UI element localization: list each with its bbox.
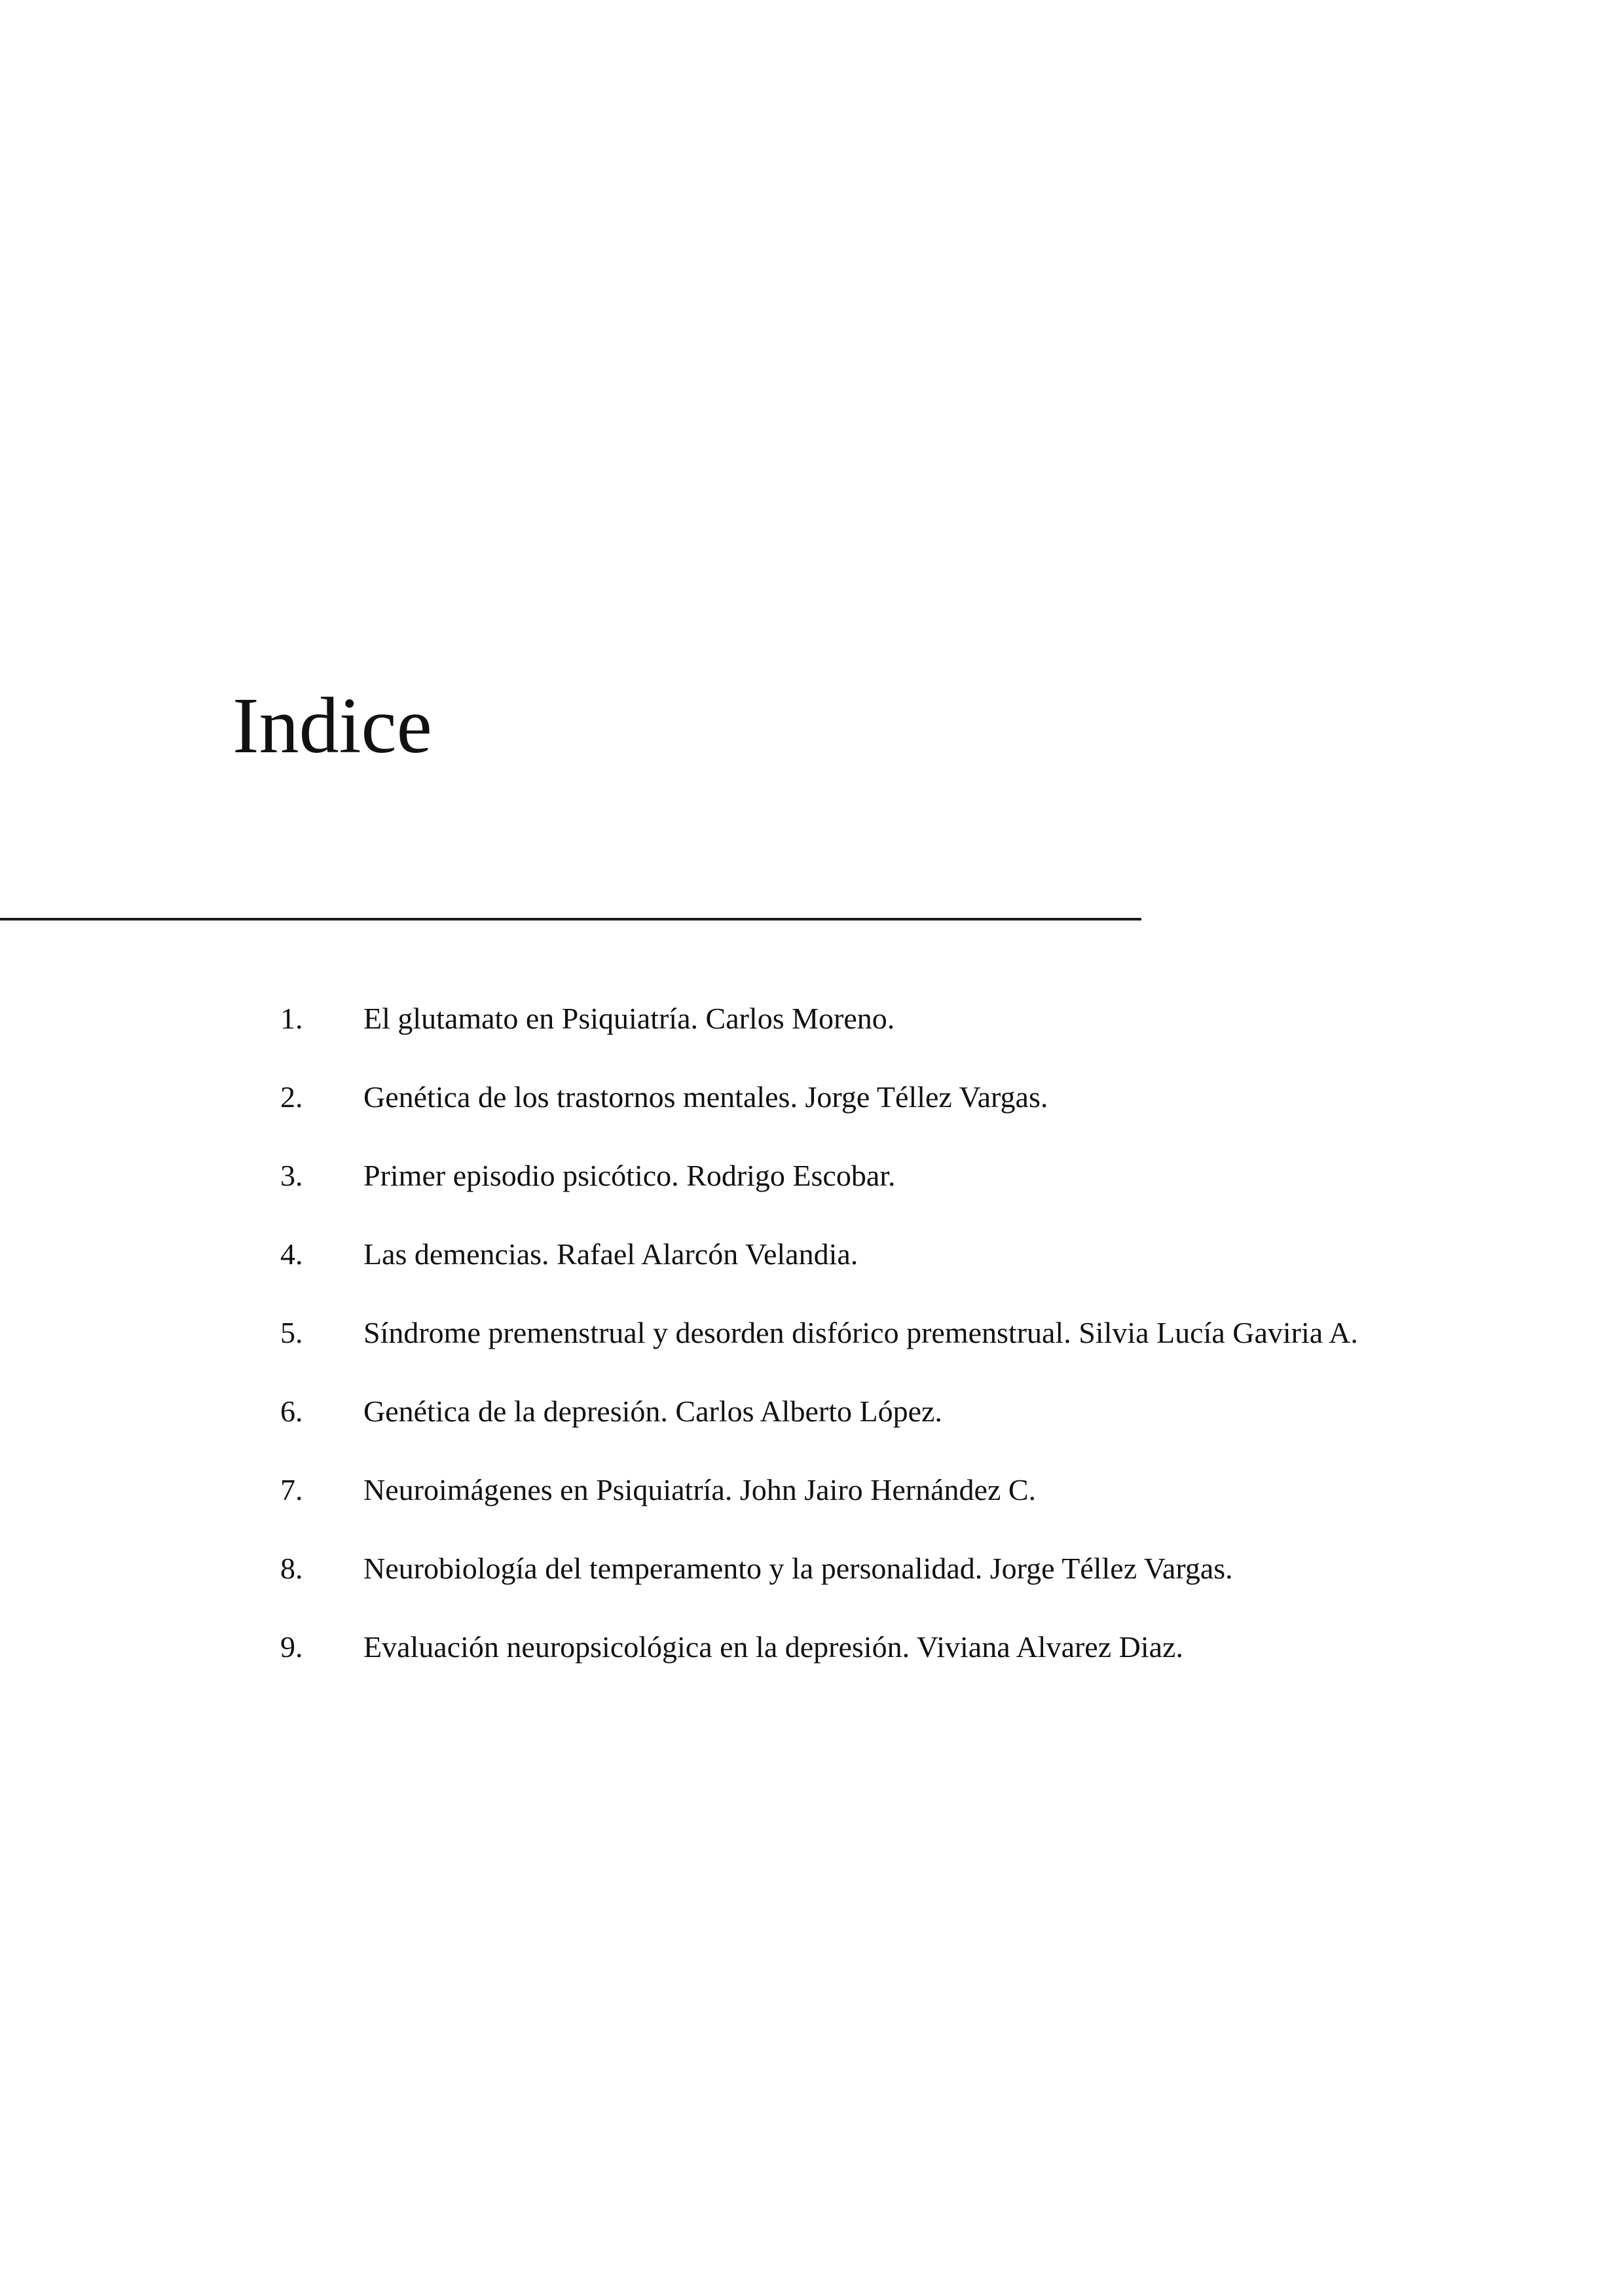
toc-entry [0, 995, 1624, 1074]
toc-entry-number: 5. [280, 1316, 303, 1349]
toc-entry-text: Primer episodio psicótico. Rodrigo Escobar. [363, 1159, 896, 1192]
toc-entry-number: 8. [280, 1552, 303, 1585]
title-divider [0, 918, 1141, 920]
toc-entry-text: El glutamato en Psiquiatría. Carlos Moreno. [363, 1002, 895, 1035]
toc-entry-text: Evaluación neuropsicológica en la depresión. Viviana Alvarez Diaz. [363, 1630, 1183, 1664]
toc-entry-text: Neuroimágenes en Psiquiatría. John Jairo Hernández C. [363, 1473, 1037, 1506]
toc-entry-text: Síndrome premenstrual y desorden disfórico premenstrual. Silvia Lucía Gaviria A. [363, 1316, 1358, 1349]
toc-entry-number: 6. [280, 1394, 303, 1428]
toc-entry-text: Las demencias. Rafael Alarcón Velandia. [363, 1237, 858, 1271]
toc-entry [0, 1624, 1624, 1702]
toc-entry-number: 7. [280, 1473, 303, 1506]
toc-entry-text: Neurobiología del temperamento y la personalidad. Jorge Téllez Vargas. [363, 1552, 1233, 1585]
toc-entry-number: 2. [280, 1080, 303, 1114]
page-title: Indice [232, 682, 432, 770]
toc-entry-number: 3. [280, 1159, 303, 1192]
toc-entry-number: 4. [280, 1237, 303, 1271]
table-of-contents [0, 995, 1624, 1702]
toc-entry [0, 1231, 1624, 1309]
toc-entry-number: 9. [280, 1630, 303, 1664]
toc-entry-text: Genética de los trastornos mentales. Jorge Téllez Vargas. [363, 1080, 1048, 1114]
toc-entry [0, 1388, 1624, 1467]
toc-entry [0, 1152, 1624, 1231]
toc-entry [0, 1309, 1624, 1388]
toc-entry [0, 1545, 1624, 1624]
toc-entry-number: 1. [280, 1002, 303, 1035]
toc-entry-text: Genética de la depresión. Carlos Alberto López. [363, 1394, 942, 1428]
toc-entry [0, 1074, 1624, 1152]
toc-entry [0, 1467, 1624, 1545]
